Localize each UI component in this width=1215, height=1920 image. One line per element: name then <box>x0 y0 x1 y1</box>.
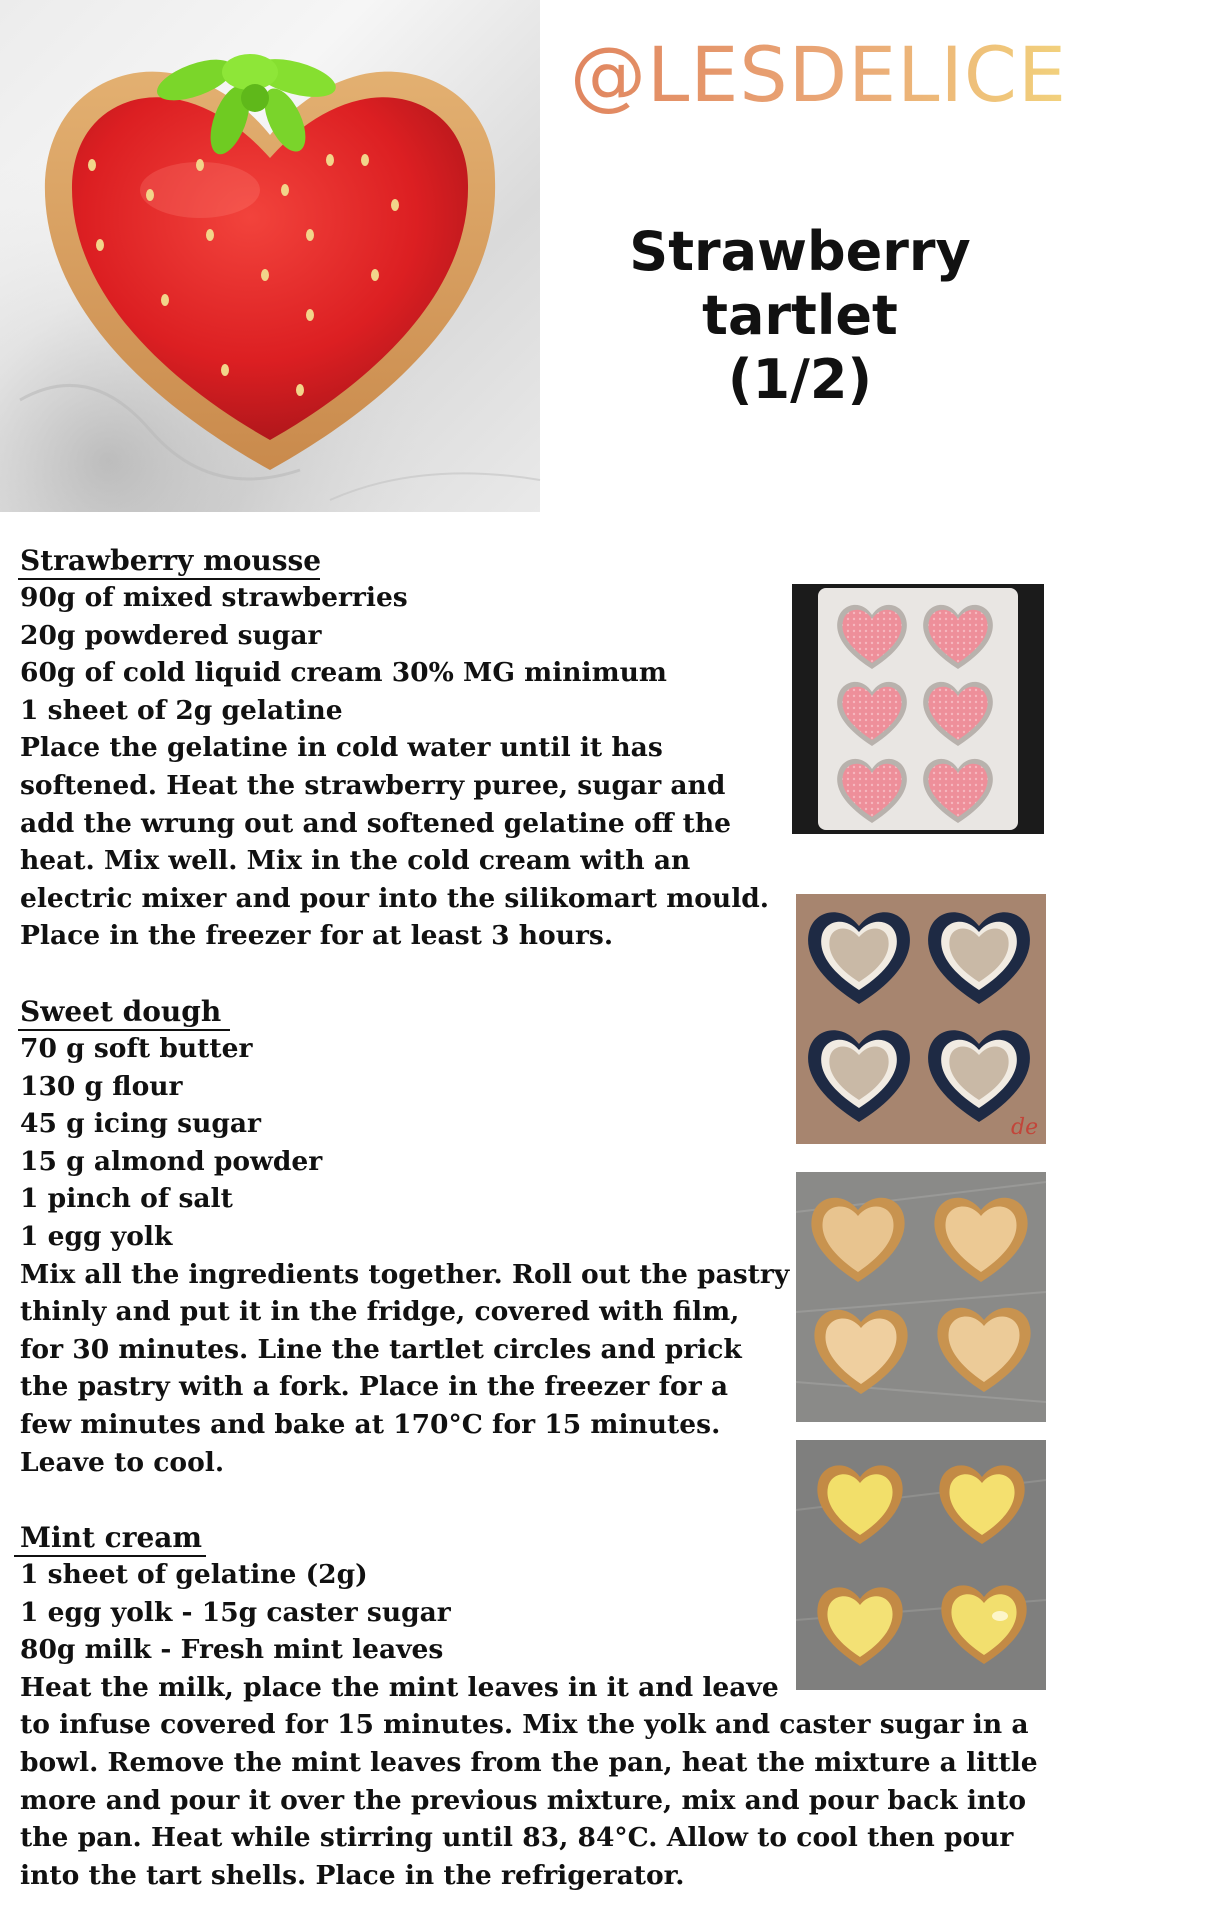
text-line: 20g powdered sugar <box>20 619 322 651</box>
title-line: tartlet <box>702 284 898 347</box>
mousse-mould-illustration <box>792 584 1044 834</box>
text-line: few minutes and bake at 170°C for 15 minutes. <box>20 1408 721 1440</box>
mint-cream-shells-illustration <box>796 1440 1046 1690</box>
title-line: Strawberry <box>629 220 971 283</box>
text-line: 15 g almond powder <box>20 1145 323 1177</box>
section-title-strawberry-mousse: Strawberry mousse <box>20 544 322 577</box>
text-line: Heat the milk, place the mint leaves in it and leave <box>20 1671 779 1703</box>
text-line: 70 g soft butter <box>20 1033 253 1064</box>
baked-shells-illustration <box>796 1172 1046 1422</box>
mat-logo-text: de <box>1011 1115 1039 1140</box>
text-line: thinly and put it in the fridge, covered with film, <box>20 1296 740 1328</box>
text-line: 80g milk - Fresh mint leaves <box>20 1634 444 1666</box>
text-line: 1 egg yolk - 15g caster sugar <box>20 1596 451 1628</box>
text-line: 1 sheet of 2g gelatine <box>20 694 343 726</box>
text-line: Mix all the ingredients together. Roll out the pastry <box>20 1258 790 1290</box>
dough-rings-photo <box>796 894 1046 1144</box>
text-line: 90g of mixed strawberries <box>20 582 408 613</box>
mousse-mould-photo <box>792 584 1044 834</box>
text-line: the pan. Heat while stirring until 83, 84°C. Allow to cool then pour <box>20 1822 1014 1854</box>
text-line: more and pour it over the previous mixture, mix and pour back into <box>20 1784 1027 1816</box>
section-title-mint-cream: Mint cream <box>20 1521 203 1554</box>
baked-shells-photo <box>796 1172 1046 1422</box>
text-line: 1 egg yolk <box>20 1220 173 1252</box>
section-title-sweet-dough: Sweet dough <box>20 995 222 1028</box>
text-line: 45 g icing sugar <box>20 1108 261 1140</box>
text-line: Leave to cool. <box>20 1446 225 1478</box>
strawberry-mousse-text <box>20 579 769 955</box>
text-line: Place the gelatine in cold water until it has <box>20 732 663 764</box>
text-line: 60g of cold liquid cream 30% MG minimum <box>20 657 667 689</box>
instagram-handle: @LESDELICES31 <box>570 30 1215 119</box>
hero-strawberry-tartlet-photo <box>0 0 540 512</box>
text-line: electric mixer and pour into the silikomart mould. <box>20 882 770 914</box>
page-title <box>600 220 1000 412</box>
mint-cream-shells-photo <box>796 1440 1046 1690</box>
text-line: into the tart shells. Place in the refrigerator. <box>20 1859 685 1891</box>
text-line: 130 g flour <box>20 1070 183 1102</box>
text-line: to infuse covered for 15 minutes. Mix the yolk and caster sugar in a <box>20 1709 1029 1741</box>
text-line: Place in the freezer for at least 3 hours. <box>20 920 614 952</box>
text-line: 1 sheet of gelatine (2g) <box>20 1559 368 1590</box>
strawberry-tartlet-illustration <box>0 0 540 512</box>
text-line: softened. Heat the strawberry puree, sugar and <box>20 769 726 801</box>
text-line: the pastry with a fork. Place in the freezer for a <box>20 1371 729 1403</box>
title-line: (1/2) <box>727 348 873 411</box>
text-line: add the wrung out and softened gelatine off the <box>20 807 731 839</box>
dough-rings-illustration <box>796 894 1046 1144</box>
text-line: bowl. Remove the mint leaves from the pan, heat the mixture a little <box>20 1746 1038 1778</box>
text-line: 1 pinch of salt <box>20 1183 233 1215</box>
text-line: for 30 minutes. Line the tartlet circles and prick <box>20 1333 742 1365</box>
sweet-dough-text <box>20 1030 789 1481</box>
text-line: heat. Mix well. Mix in the cold cream with an <box>20 845 691 877</box>
